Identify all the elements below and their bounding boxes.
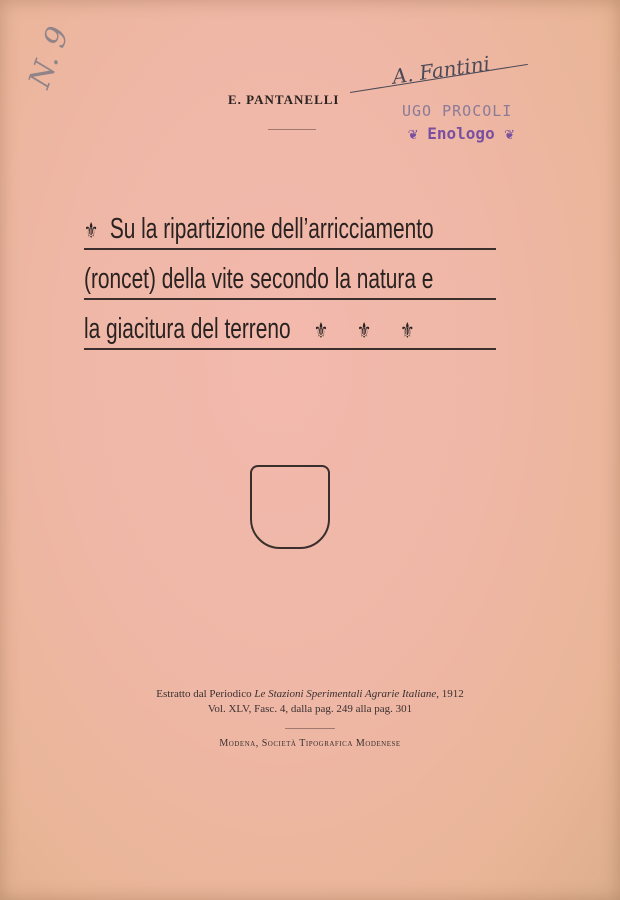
publisher-logo <box>250 465 330 549</box>
stamp-name: UGO PROCOLI <box>402 102 513 120</box>
fleur-icon: ⚜ <box>400 318 415 343</box>
periodical-name: Le Stazioni Sperimentali Agrarie Italiane <box>254 688 437 700</box>
signature: A. Fantini <box>390 51 492 89</box>
stamp-title-text: Enologo <box>427 124 495 143</box>
volume-note: Vol. XLV, Fasc. 4, dalla pag. 249 alla pag. 301 <box>207 703 413 715</box>
title-line-3 <box>84 306 496 350</box>
fleur-icon: ⚜ <box>313 318 329 343</box>
extract-prefix: Estratto dal Periodico <box>156 688 255 700</box>
printer: Modena, Società Tipografica Modenese <box>219 738 401 749</box>
fleur-icon: ⚜ <box>84 218 99 243</box>
footer-rule <box>285 728 335 729</box>
handwritten-number: N. 9 <box>22 22 77 93</box>
title-line-1 <box>84 206 496 250</box>
title-text-3: la giacitura del terreno <box>84 313 291 345</box>
author: E. PANTANELLI <box>228 92 340 107</box>
year: , 1912 <box>436 688 464 700</box>
stamp-title: ❦ Enologo ❦ <box>408 124 514 143</box>
title-line-2 <box>84 256 496 300</box>
author-rule <box>268 129 316 130</box>
extract-note <box>0 688 620 700</box>
fleur-icon: ⚜ <box>357 318 372 343</box>
title-text-2: (roncet) della vite secondo la natura e <box>84 263 434 295</box>
title-text-1: Su la ripartizione dell’arricciamento <box>109 213 434 245</box>
